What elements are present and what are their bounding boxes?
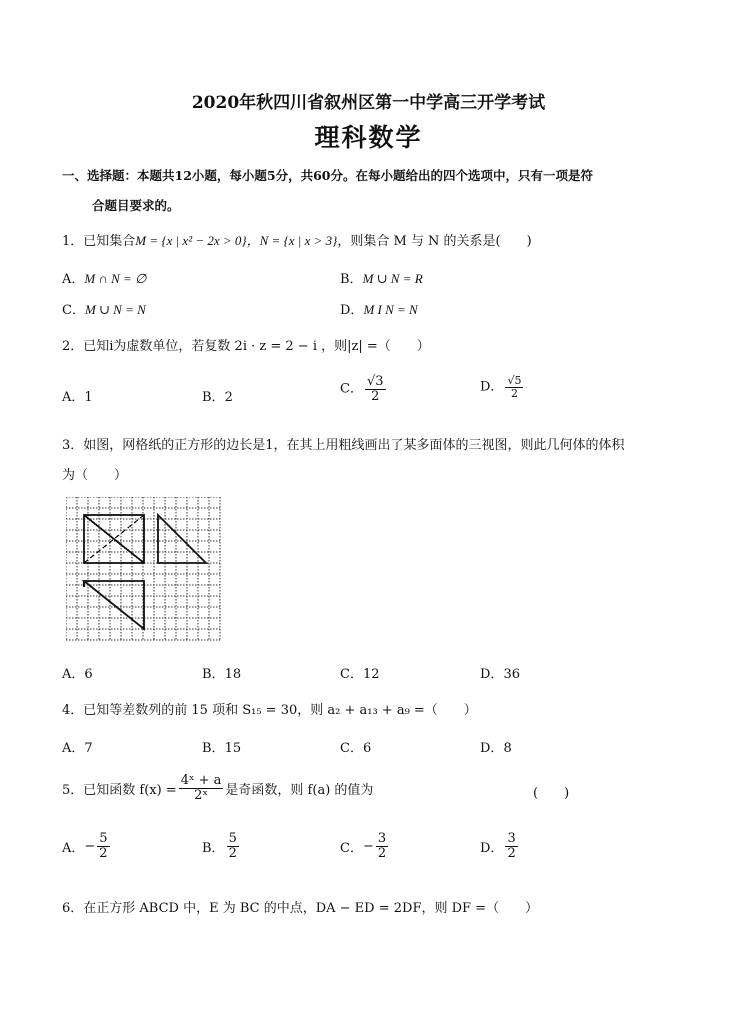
- q3-option-a[interactable]: [62, 663, 93, 682]
- fraction-denominator: 2: [510, 386, 518, 400]
- question-5: [62, 774, 373, 802]
- q4-option-a[interactable]: [62, 737, 93, 756]
- question-2: 2．已知i为虚数单位，若复数 2i · z = 2 − i ，则|z| =（ ）: [62, 339, 430, 354]
- fraction-numerator: 3: [507, 831, 516, 846]
- fraction-denominator: 2: [507, 845, 516, 861]
- q5-prefix: 5．已知函数 f(x) =: [62, 782, 177, 798]
- q1-option-c[interactable]: [62, 299, 146, 318]
- q5-answer-paren: ( ): [533, 786, 570, 801]
- q1-suffix: ，则集合 M 与 N 的关系是( ): [337, 234, 532, 249]
- question-3-line2: 为（ ）: [62, 468, 128, 483]
- fraction-numerator: √3: [366, 374, 384, 389]
- q4-option-d[interactable]: [480, 737, 512, 756]
- option-text: 12: [362, 667, 380, 682]
- q3-option-b[interactable]: [202, 663, 241, 682]
- option-text: M ∪ N = N: [84, 302, 146, 317]
- option-label: A．: [62, 667, 85, 682]
- option-label: C．: [62, 303, 85, 318]
- option-label: B．: [202, 741, 225, 756]
- fraction-denominator: 2: [99, 845, 108, 861]
- option-sign: −: [362, 838, 374, 854]
- option-label: D．: [340, 303, 364, 318]
- fraction-numerator: 5: [99, 831, 108, 846]
- option-label: C．: [340, 667, 363, 682]
- option-text: 2: [224, 390, 233, 405]
- q1-option-d[interactable]: [340, 299, 418, 318]
- option-label: A．: [62, 272, 85, 287]
- option-label: C．: [340, 381, 363, 397]
- question-4: 4．已知等差数列的前 15 项和 S₁₅ = 30，则 a₂ + a₁₃ + a₉ =（ ）: [62, 703, 477, 718]
- q3-option-c[interactable]: [340, 663, 380, 682]
- q5-option-a[interactable]: [62, 832, 112, 860]
- option-label: A．: [62, 741, 85, 756]
- option-text: M I N = N: [363, 302, 418, 317]
- option-label: B．: [202, 390, 225, 405]
- option-label: D．: [480, 379, 504, 395]
- three-view-grid-figure: [66, 497, 222, 643]
- q4-option-b[interactable]: [202, 737, 241, 756]
- q1-option-a[interactable]: [62, 268, 146, 287]
- fraction-denominator: 2: [371, 388, 380, 404]
- q4-option-c[interactable]: [340, 737, 371, 756]
- option-text: 6: [84, 667, 93, 682]
- option-label: D．: [480, 667, 504, 682]
- fraction-numerator: 5: [228, 831, 237, 846]
- q1-option-b[interactable]: [340, 268, 423, 287]
- option-text: M ∪ N = R: [362, 271, 423, 286]
- option-label: C．: [340, 741, 363, 756]
- q3-option-d[interactable]: [480, 663, 520, 682]
- question-3-line1: 3．如图，网格纸的正方形的边长是1，在其上用粗线画出了某多面体的三视图，则此几何体的体积: [62, 438, 625, 453]
- fraction-numerator: 4ˣ + a: [180, 773, 222, 788]
- option-sign: −: [84, 838, 96, 854]
- option-label: C．: [340, 840, 363, 856]
- question-1: [62, 230, 532, 249]
- fraction-numerator: 3: [377, 831, 387, 846]
- q2-option-c[interactable]: [340, 375, 388, 403]
- option-text: M ∩ N = ∅: [84, 271, 147, 286]
- option-text: 18: [224, 667, 242, 682]
- exam-subject: 理科数学: [314, 123, 423, 152]
- top-view: [84, 581, 144, 629]
- option-text: 36: [503, 667, 520, 682]
- option-text: 6: [362, 741, 372, 756]
- question-6: 6．在正方形 ABCD 中，E 为 BC 的中点，DA − ED = 2DF，则 DF =（ ）: [62, 901, 539, 916]
- fraction-denominator: 2ˣ: [194, 787, 208, 803]
- option-text: 15: [224, 741, 242, 756]
- q5-option-d[interactable]: [480, 832, 520, 860]
- q2-option-b[interactable]: [202, 386, 233, 405]
- fraction-denominator: 2: [228, 845, 237, 861]
- q2-option-d[interactable]: [480, 375, 525, 399]
- fraction: [97, 832, 109, 860]
- q5-suffix: 是奇函数，则 f(a) 的值为: [225, 782, 374, 798]
- option-label: D．: [480, 741, 504, 756]
- fraction-denominator: 2: [377, 845, 387, 861]
- option-label: B．: [340, 272, 363, 287]
- exam-title: 2020年秋四川省叙州区第一中学高三开学考试: [191, 93, 546, 113]
- option-label: A．: [62, 390, 85, 405]
- fraction: [179, 774, 224, 802]
- option-label: B．: [202, 840, 225, 856]
- fraction: [505, 375, 523, 399]
- q5-option-b[interactable]: [202, 832, 241, 860]
- section-instructions-line1: 一、选择题：本题共12小题，每小题5分，共60分。在每小题给出的四个选项中，只有一项是符: [62, 168, 593, 183]
- q1-sets: M = {x | x² − 2x > 0}，N = {x | x > 3}: [135, 233, 338, 248]
- option-text: 1: [84, 390, 93, 405]
- q5-option-c[interactable]: [340, 832, 390, 860]
- fraction: [505, 832, 517, 860]
- q2-option-a[interactable]: [62, 386, 93, 405]
- section-instructions-line2: 合题目要求的。: [92, 198, 180, 213]
- option-label: A．: [62, 840, 85, 856]
- fraction-numerator: √5: [507, 374, 522, 387]
- fraction: [376, 832, 388, 860]
- option-label: D．: [480, 840, 504, 856]
- option-text: 7: [84, 741, 93, 756]
- fraction: [365, 375, 386, 403]
- fraction: [227, 832, 239, 860]
- option-label: B．: [202, 667, 225, 682]
- q1-prefix: 1．已知集合: [62, 234, 136, 249]
- option-text: 8: [503, 741, 512, 756]
